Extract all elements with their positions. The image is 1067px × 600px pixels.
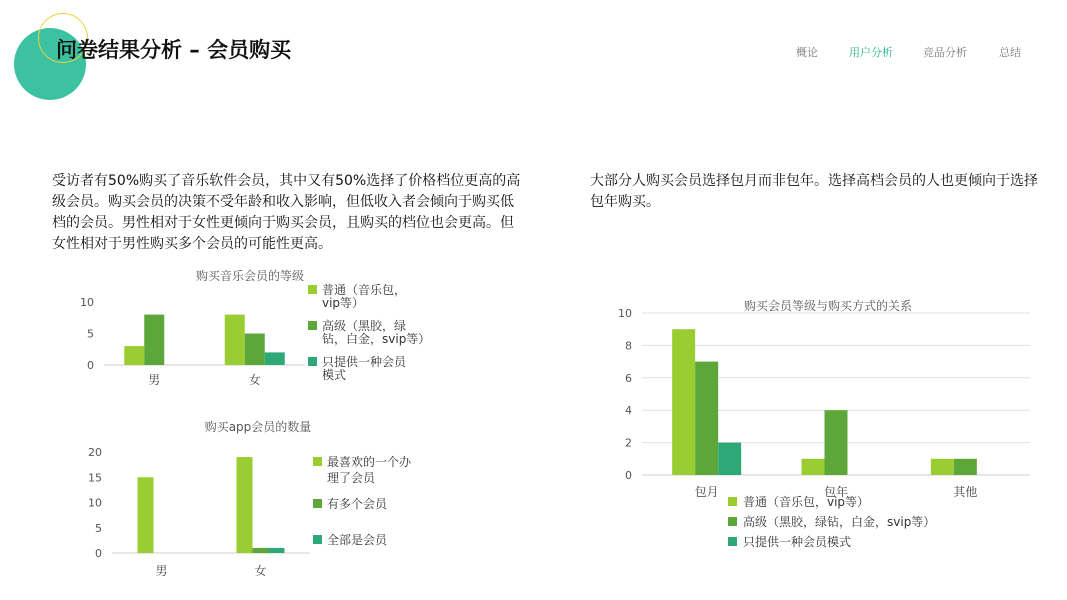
legend-swatch <box>313 535 322 544</box>
nav-item-summary[interactable]: 总结 <box>999 46 1021 59</box>
bar <box>138 477 154 553</box>
y-tick-label: 5 <box>87 327 94 341</box>
bar <box>954 459 977 475</box>
bar <box>237 457 253 553</box>
legend-label: 普通（音乐包， vip等） <box>322 283 407 310</box>
legend-swatch <box>728 497 737 506</box>
legend-swatch <box>308 357 317 366</box>
legend-swatch <box>308 285 317 294</box>
y-tick-label: 6 <box>625 371 632 385</box>
legend-swatch <box>728 537 737 546</box>
x-tick-label: 女 <box>254 564 267 576</box>
chart-app-member-count <box>60 414 500 576</box>
bar <box>253 548 269 553</box>
bar <box>672 329 695 475</box>
nav-item-overview[interactable]: 概论 <box>796 46 818 59</box>
bar <box>144 315 164 365</box>
legend-label: 有多个会员 <box>327 497 388 511</box>
legend-label: 全部是会员 <box>327 533 388 547</box>
bar <box>695 362 718 475</box>
chart-title: 购买音乐会员的等级 <box>195 269 305 283</box>
legend-label: 高级（黑胶，绿钻，白金，svip等） <box>322 319 431 346</box>
y-tick-label: 10 <box>88 496 102 510</box>
right-paragraph: 大部分人购买会员选择包月而非包年。选择高档会员的人也更倾向于选择包年购买。 <box>590 173 1038 210</box>
x-tick-label: 包月 <box>694 485 719 499</box>
y-tick-label: 4 <box>625 404 632 418</box>
y-tick-label: 20 <box>88 446 102 459</box>
bar <box>265 352 285 365</box>
chart-title: 购买会员等级与购买方式的关系 <box>743 299 913 313</box>
y-tick-label: 0 <box>95 547 102 560</box>
chart-level-vs-payment <box>600 296 1050 556</box>
left-paragraph: 受访者有50%购买了音乐软件会员，其中又有50%选择了价格档位更高的高级会员。购买会员的决策不受年龄和收入影响，但低收入者会倾向于购买低档的会员。男性相对于女性更倾向于购买会员，且购买的档位也会更高。但女性相对于男性购买多个会员的可能性更高。 <box>52 173 521 252</box>
y-tick-label: 2 <box>625 436 632 450</box>
bar <box>245 334 265 366</box>
chart-member-level <box>60 262 500 392</box>
bar <box>802 459 825 475</box>
x-tick-label: 其他 <box>953 485 978 499</box>
bar <box>124 346 144 365</box>
legend-label: 最喜欢的一个办理了会员 <box>327 455 412 485</box>
legend-swatch <box>308 321 317 330</box>
y-tick-label: 0 <box>87 359 94 372</box>
legend-label: 普通（音乐包，vip等） <box>743 495 870 509</box>
x-tick-label: 包年 <box>823 485 849 499</box>
bar <box>718 443 741 475</box>
bar <box>225 315 245 365</box>
chart-title: 购买app会员的数量 <box>204 420 312 434</box>
bar <box>269 548 285 553</box>
x-tick-label: 男 <box>148 373 161 387</box>
y-tick-label: 15 <box>88 471 102 485</box>
y-tick-label: 8 <box>625 339 632 353</box>
y-tick-label: 5 <box>95 521 102 535</box>
nav-item-competitor-analysis[interactable]: 竞品分析 <box>923 46 967 59</box>
legend-label: 只提供一种会员模式 <box>743 535 852 549</box>
x-tick-label: 男 <box>155 564 168 576</box>
x-tick-label: 女 <box>248 373 261 387</box>
bar <box>931 459 954 475</box>
bar <box>825 410 848 475</box>
page-title: 问卷结果分析 – 会员购买 <box>56 38 292 62</box>
y-tick-label: 10 <box>80 296 94 309</box>
legend-label: 只提供一种会员模式 <box>322 355 407 382</box>
legend-label: 高级（黑胶，绿钻，白金，svip等） <box>743 515 936 529</box>
legend-swatch <box>313 457 322 466</box>
y-tick-label: 10 <box>618 307 632 320</box>
nav-item-user-analysis[interactable]: 用户分析 <box>849 46 893 59</box>
top-nav <box>0 44 1067 60</box>
legend-swatch <box>313 499 322 508</box>
y-tick-label: 0 <box>625 469 632 482</box>
legend-swatch <box>728 517 737 526</box>
